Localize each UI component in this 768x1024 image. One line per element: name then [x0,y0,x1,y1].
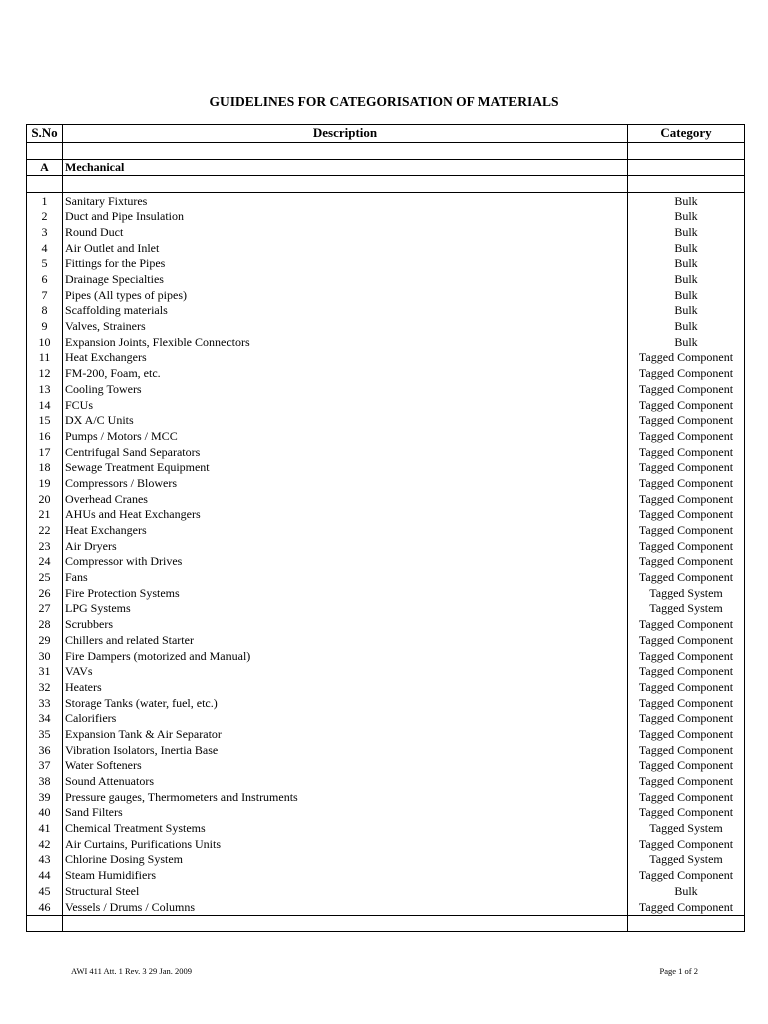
table-row [27,397,745,413]
row-sno: 23 [27,538,63,554]
row-sno: 43 [27,852,63,868]
row-description: LPG Systems [63,601,628,617]
table-row [27,774,745,790]
row-sno: 1 [27,193,63,209]
row-description: Fans [63,570,628,586]
table-row [27,821,745,837]
row-sno: 29 [27,632,63,648]
row-sno: 39 [27,789,63,805]
table-row [27,523,745,539]
row-description: Pumps / Motors / MCC [63,428,628,444]
row-description: Air Outlet and Inlet [63,240,628,256]
row-category: Tagged Component [628,664,745,680]
table-row [27,381,745,397]
section-name: Mechanical [63,159,628,176]
footer-reference: AWI 411 Att. 1 Rev. 3 29 Jan. 2009 [71,966,192,976]
row-category: Tagged Component [628,758,745,774]
table-row [27,444,745,460]
row-sno: 34 [27,711,63,727]
row-sno: 24 [27,554,63,570]
document-title: GUIDELINES FOR CATEGORISATION OF MATERIALS [209,94,559,109]
table-row [27,585,745,601]
row-description: Air Dryers [63,538,628,554]
spacer-row [27,143,745,160]
row-description: Sanitary Fixtures [63,193,628,209]
row-description: VAVs [63,664,628,680]
row-description: Compressors / Blowers [63,475,628,491]
row-description: Fittings for the Pipes [63,256,628,272]
table-row [27,570,745,586]
row-sno: 26 [27,585,63,601]
row-category: Tagged Component [628,475,745,491]
row-sno: 44 [27,868,63,884]
section-row [27,159,745,176]
table-row [27,852,745,868]
row-sno: 6 [27,272,63,288]
table-row [27,334,745,350]
row-description: Sewage Treatment Equipment [63,460,628,476]
row-sno: 21 [27,507,63,523]
table-row [27,240,745,256]
row-sno: 41 [27,821,63,837]
header-category: Category [628,125,745,143]
row-description: Heat Exchangers [63,350,628,366]
row-category: Tagged System [628,601,745,617]
row-description: Steam Humidifiers [63,868,628,884]
row-sno: 35 [27,726,63,742]
row-category: Tagged Component [628,805,745,821]
row-category: Bulk [628,256,745,272]
row-category: Bulk [628,240,745,256]
row-category: Tagged Component [628,742,745,758]
table-row [27,491,745,507]
table-row [27,256,745,272]
row-category: Tagged Component [628,648,745,664]
table-row [27,899,745,915]
table-row [27,711,745,727]
row-category: Tagged Component [628,679,745,695]
row-sno: 18 [27,460,63,476]
row-category: Bulk [628,272,745,288]
table-row [27,303,745,319]
table-row [27,883,745,899]
row-description: Overhead Cranes [63,491,628,507]
row-category: Bulk [628,319,745,335]
row-sno: 32 [27,679,63,695]
row-description: Fire Dampers (motorized and Manual) [63,648,628,664]
row-sno: 27 [27,601,63,617]
row-sno: 37 [27,758,63,774]
row-category: Bulk [628,224,745,240]
table-row [27,601,745,617]
row-description: Drainage Specialties [63,272,628,288]
row-sno: 46 [27,899,63,915]
row-category: Tagged Component [628,554,745,570]
row-description: DX A/C Units [63,413,628,429]
row-description: Valves, Strainers [63,319,628,335]
row-description: Air Curtains, Purifications Units [63,836,628,852]
table-row [27,193,745,209]
table-row [27,758,745,774]
header-sno: S.No [27,125,63,143]
row-description: Duct and Pipe Insulation [63,209,628,225]
row-description: Compressor with Drives [63,554,628,570]
table-header-row [27,125,745,143]
row-description: Pipes (All types of pipes) [63,287,628,303]
materials-table [26,124,745,932]
row-category: Tagged Component [628,413,745,429]
row-category: Tagged Component [628,381,745,397]
row-sno: 31 [27,664,63,680]
row-sno: 16 [27,428,63,444]
row-sno: 33 [27,695,63,711]
row-category: Tagged Component [628,726,745,742]
row-description: Expansion Joints, Flexible Connectors [63,334,628,350]
row-category: Tagged Component [628,868,745,884]
row-sno: 12 [27,366,63,382]
row-description: Sound Attenuators [63,774,628,790]
row-category: Tagged Component [628,538,745,554]
row-sno: 10 [27,334,63,350]
row-sno: 17 [27,444,63,460]
row-sno: 2 [27,209,63,225]
row-sno: 28 [27,617,63,633]
table-row [27,617,745,633]
row-category: Tagged Component [628,491,745,507]
row-category: Bulk [628,193,745,209]
row-category: Bulk [628,334,745,350]
row-sno: 22 [27,523,63,539]
row-category: Tagged Component [628,789,745,805]
table-row [27,805,745,821]
table-row [27,648,745,664]
table-row [27,366,745,382]
row-description: Round Duct [63,224,628,240]
row-description: Scaffolding materials [63,303,628,319]
table-row [27,679,745,695]
table-row [27,224,745,240]
row-description: Expansion Tank & Air Separator [63,726,628,742]
row-description: Centrifugal Sand Separators [63,444,628,460]
table-row [27,475,745,491]
row-description: AHUs and Heat Exchangers [63,507,628,523]
row-description: FM-200, Foam, etc. [63,366,628,382]
row-description: Vibration Isolators, Inertia Base [63,742,628,758]
row-sno: 30 [27,648,63,664]
row-description: Heaters [63,679,628,695]
row-sno: 36 [27,742,63,758]
row-category: Tagged Component [628,507,745,523]
row-category: Tagged System [628,852,745,868]
row-sno: 5 [27,256,63,272]
table-row [27,868,745,884]
row-description: Pressure gauges, Thermometers and Instruments [63,789,628,805]
row-sno: 3 [27,224,63,240]
row-category: Bulk [628,287,745,303]
row-category: Tagged Component [628,774,745,790]
table-row [27,742,745,758]
section-letter: A [27,159,63,176]
table-row [27,836,745,852]
table-row [27,632,745,648]
table-row [27,413,745,429]
row-category: Tagged Component [628,632,745,648]
row-description: Vessels / Drums / Columns [63,899,628,915]
table-row [27,460,745,476]
row-category: Bulk [628,303,745,319]
row-category: Tagged Component [628,523,745,539]
table-row [27,554,745,570]
row-category: Tagged Component [628,899,745,915]
row-description: Fire Protection Systems [63,585,628,601]
row-sno: 45 [27,883,63,899]
row-category: Tagged Component [628,366,745,382]
table-row [27,272,745,288]
row-description: Scrubbers [63,617,628,633]
row-category: Tagged Component [628,836,745,852]
row-sno: 14 [27,397,63,413]
row-category: Tagged Component [628,711,745,727]
row-category: Tagged Component [628,350,745,366]
row-sno: 9 [27,319,63,335]
table-row [27,319,745,335]
table-row [27,664,745,680]
row-description: Cooling Towers [63,381,628,397]
row-category: Tagged Component [628,570,745,586]
spacer-row [27,915,745,932]
table-row [27,428,745,444]
row-category: Tagged Component [628,460,745,476]
row-description: Water Softeners [63,758,628,774]
header-description: Description [63,125,628,143]
footer-page-number: Page 1 of 2 [659,966,698,976]
row-category: Tagged Component [628,444,745,460]
row-sno: 15 [27,413,63,429]
row-description: Chillers and related Starter [63,632,628,648]
row-sno: 8 [27,303,63,319]
row-description: Structural Steel [63,883,628,899]
table-row [27,287,745,303]
row-sno: 11 [27,350,63,366]
row-sno: 25 [27,570,63,586]
row-category: Bulk [628,209,745,225]
row-sno: 40 [27,805,63,821]
row-sno: 19 [27,475,63,491]
row-description: Sand Filters [63,805,628,821]
row-category: Tagged Component [628,428,745,444]
row-category: Tagged Component [628,617,745,633]
row-category: Bulk [628,883,745,899]
row-category: Tagged System [628,821,745,837]
row-category: Tagged Component [628,397,745,413]
table-row [27,507,745,523]
row-sno: 7 [27,287,63,303]
table-row [27,538,745,554]
row-description: Chlorine Dosing System [63,852,628,868]
row-description: FCUs [63,397,628,413]
table-row [27,695,745,711]
row-category: Tagged System [628,585,745,601]
row-sno: 13 [27,381,63,397]
table-row [27,209,745,225]
row-category: Tagged Component [628,695,745,711]
table-row [27,789,745,805]
table-row [27,726,745,742]
row-description: Heat Exchangers [63,523,628,539]
row-sno: 4 [27,240,63,256]
row-description: Calorifiers [63,711,628,727]
table-row [27,350,745,366]
row-sno: 20 [27,491,63,507]
spacer-row [27,176,745,193]
row-sno: 42 [27,836,63,852]
row-description: Chemical Treatment Systems [63,821,628,837]
row-sno: 38 [27,774,63,790]
row-description: Storage Tanks (water, fuel, etc.) [63,695,628,711]
